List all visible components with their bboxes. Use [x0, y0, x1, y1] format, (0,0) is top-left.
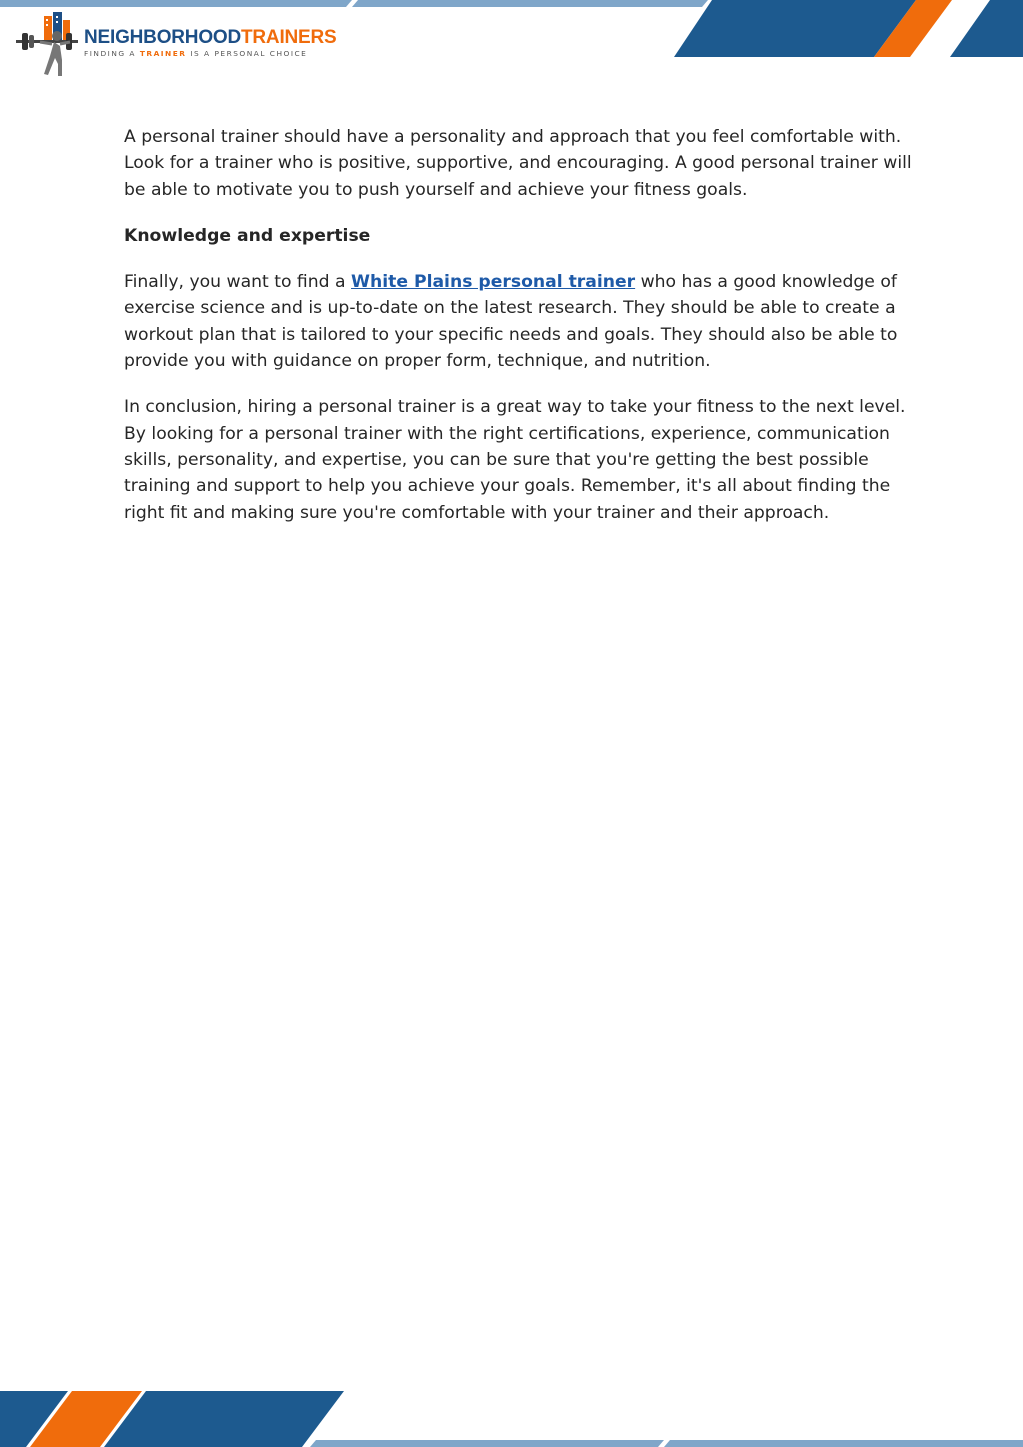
trainer-figure-icon [14, 12, 86, 78]
paragraph-2-text-before: Finally, you want to find a [124, 272, 352, 293]
logo-tagline-part2: IS A PERSONAL CHOICE [186, 49, 308, 58]
article-paragraph-1: A personal trainer should have a personality and approach that you feel comfortable with. Look for a trainer who is positive, supportive, and encouraging. A good personal trainer will be able to motivate you to push yourself and achieve your fitness goals. [124, 127, 912, 200]
bottom-light-stripe-2 [664, 1440, 1023, 1447]
logo-tagline [84, 49, 307, 58]
article-paragraph-3: In conclusion, hiring a personal trainer is a great way to take your fitness to the next level. By looking for a personal trainer with the right certifications, experience, communication skills, personality, and expertise, you can be sure that you're getting the best possible training and support to help you achieve your goals. Remember, it's all about finding the right fit and making sure you're comfortable with your trainer and their approach. [124, 397, 906, 523]
logo-title [84, 28, 337, 47]
logo-tagline-highlight: TRAINER [139, 49, 187, 58]
article-paragraph-2 [124, 269, 914, 374]
bottom-blue-band-2 [104, 1391, 344, 1447]
logo-title-part1: NEIGHBORHOOD [84, 27, 241, 48]
bottom-light-stripe [310, 1440, 664, 1447]
top-blue-band [674, 0, 916, 57]
neighborhood-trainers-logo[interactable] [14, 12, 337, 82]
top-blue-band-2 [950, 0, 1023, 57]
top-light-stripe-2 [352, 0, 708, 7]
white-plains-trainer-link[interactable]: White Plains personal trainer [351, 272, 636, 293]
logo-tagline-part1: FINDING A [84, 49, 140, 58]
section-heading: Knowledge and expertise [124, 225, 371, 246]
top-light-stripe [0, 0, 352, 7]
logo-title-part2: TRAINERS [241, 27, 337, 48]
paragraph-2-text-after: who has a good knowledge of exercise science and is up-to-date on the latest research. They should be able to create a workout plan that is tailored to your specific needs and goals. They should also be able to provide you with guidance on proper form, technique, and nutrition. [124, 272, 898, 372]
article-body [124, 124, 914, 546]
